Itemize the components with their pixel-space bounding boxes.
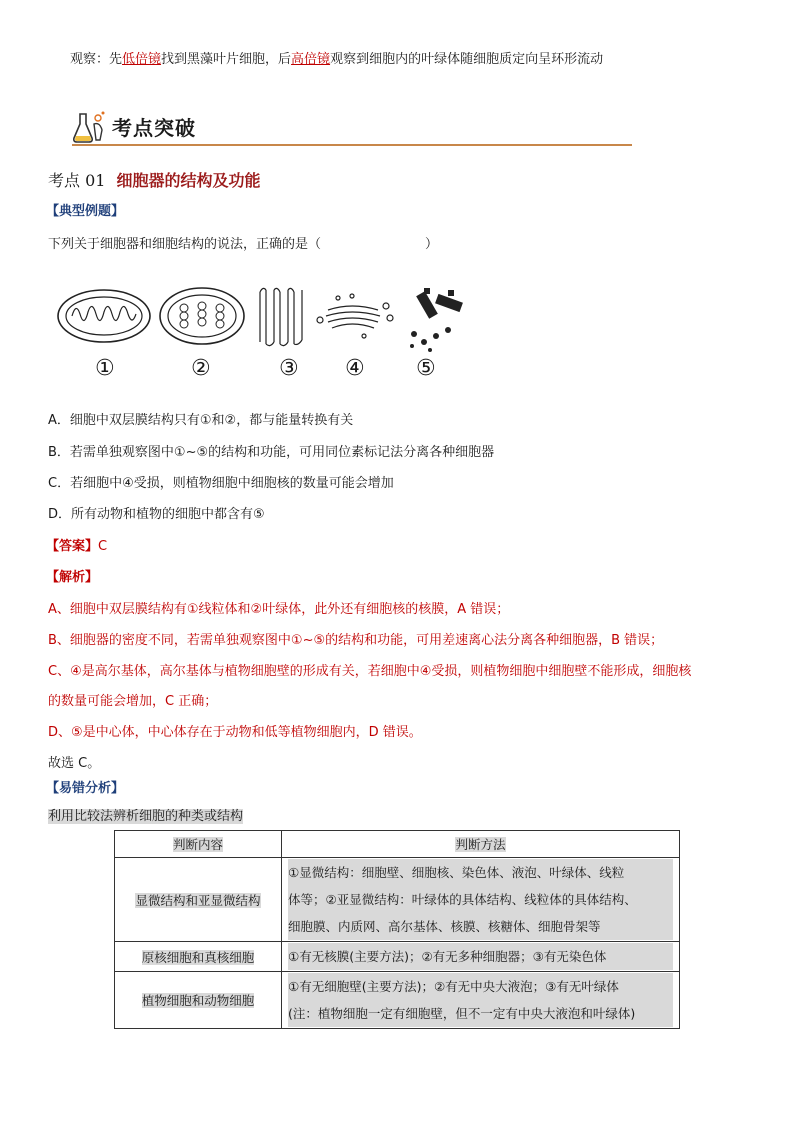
row-label: 原核细胞和真核细胞 — [115, 942, 282, 972]
analysis-tag: 【解析】 — [46, 570, 99, 585]
figure-label-2: ② — [191, 356, 211, 381]
analysis-c: C、④是高尔基体，高尔基体与植物细胞壁的形成有关，若细胞中④受损，则植物细胞中细胞壁不能形成，细胞核 — [48, 664, 692, 679]
row-method: ①显微结构：细胞壁、细胞核、染色体、液泡、叶绿体、线粒 体等；②亚显微结构：叶绿体的具体结构、线粒体的具体结构、 细胞膜、内质网、高尔基体、核膜、核糖体、细胞骨架等 — [282, 858, 680, 942]
option-a: A．细胞中双层膜结构只有①和②，都与能量转换有关 — [48, 413, 354, 428]
figure-label-3: ③ — [279, 356, 299, 381]
intro-line — [70, 48, 603, 67]
answer-line — [46, 535, 107, 554]
header-cell-method: 判断方法 — [282, 831, 680, 858]
section-title: 细胞器的结构及功能 — [116, 171, 261, 190]
banner — [72, 108, 632, 148]
figure-label-5: ⑤ — [416, 356, 436, 381]
row-label: 显微结构和亚显微结构 — [115, 858, 282, 942]
table-row — [115, 942, 680, 972]
answer-tag: 【答案】 — [46, 539, 99, 554]
intro-mid: 找到黑藻叶片细胞，后 — [161, 52, 292, 67]
analysis-d: D、⑤是中心体，中心体存在于动物和低等植物细胞内，D 错误。 — [48, 725, 422, 740]
table-row — [115, 858, 680, 942]
analysis-a: A、细胞中双层膜结构有①线粒体和②叶绿体，此外还有细胞核的核膜，A 错误； — [48, 602, 510, 617]
banner-title: 考点突破 — [112, 116, 196, 140]
table-caption — [48, 805, 243, 824]
option-b: B．若需单独观察图中①~⑤的结构和功能，可用同位素标记法分离各种细胞器 — [48, 445, 495, 460]
comparison-table — [114, 830, 680, 1029]
figure-label-4: ④ — [345, 356, 365, 381]
section-number: 考点 01 — [48, 171, 106, 190]
intro-suffix: 观察到细胞内的叶绿体随细胞质定向呈环形流动 — [330, 52, 604, 67]
lab-flask-icon — [72, 110, 112, 146]
table-caption-text: 利用比较法辨析细胞的种类或结构 — [48, 809, 244, 824]
row-label: 植物细胞和动物细胞 — [115, 972, 282, 1029]
organelle-figure — [52, 284, 472, 354]
centriole-drawing — [410, 288, 463, 352]
row-method: ①有无细胞壁(主要方法)；②有无中央大液泡；③有无叶绿体 (注：植物细胞一定有细胞壁，但不一定有中央大液泡和叶绿体) — [282, 972, 680, 1029]
endoplasmic-reticulum-drawing — [260, 288, 302, 345]
row-method: ①有无核膜(主要方法)；②有无多种细胞器；③有无染色体 — [282, 942, 680, 972]
analysis-c-cont: 的数量可能会增加，C 正确； — [48, 694, 218, 709]
intro-high-power: 高倍镜 — [291, 52, 331, 67]
intro-prefix: 观察：先 — [70, 52, 123, 67]
analysis-b: B、细胞器的密度不同，若需单独观察图中①~⑤的结构和功能，可用差速离心法分离各种细胞器，B 错误； — [48, 633, 664, 648]
intro-low-power: 低倍镜 — [122, 52, 162, 67]
golgi-drawing — [317, 294, 393, 338]
answer-value: C — [98, 539, 108, 554]
option-c: C．若细胞中④受损，则植物细胞中细胞核的数量可能会增加 — [48, 476, 394, 491]
header-cell-content: 判断内容 — [115, 831, 282, 858]
table-header-row — [115, 831, 680, 858]
mistake-analysis-tag: 【易错分析】 — [46, 781, 125, 796]
conclusion: 故选 C。 — [48, 756, 101, 771]
mitochondrion-drawing — [58, 290, 150, 342]
question-text: 下列关于细胞器和细胞结构的说法，正确的是（ ） — [48, 237, 439, 252]
example-tag: 【典型例题】 — [46, 204, 125, 219]
option-d: D．所有动物和植物的细胞中都含有⑤ — [48, 507, 265, 522]
banner-rule — [72, 144, 632, 146]
table-row — [115, 972, 680, 1029]
section-heading — [48, 168, 261, 191]
chloroplast-drawing — [160, 288, 244, 344]
figure-label-1: ① — [95, 356, 115, 381]
